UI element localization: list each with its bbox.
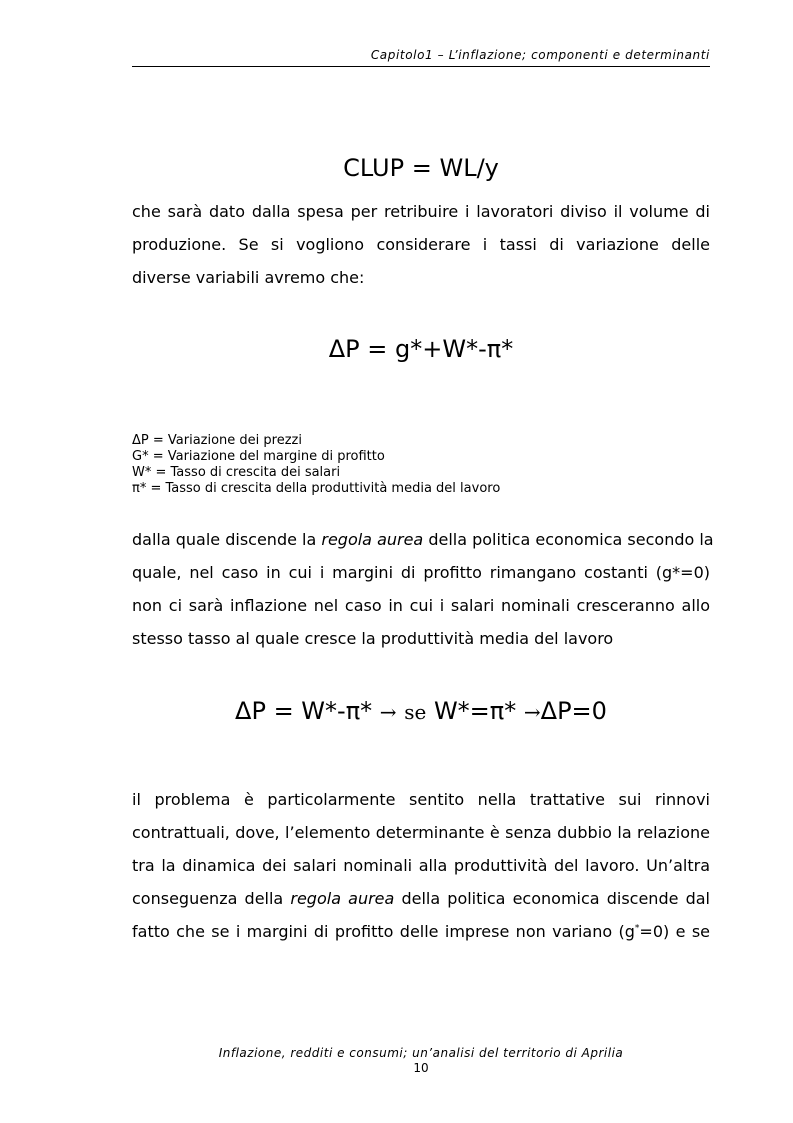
regola-aurea-emphasis: regola aurea	[321, 530, 424, 549]
paragraph-3	[132, 783, 710, 948]
rule-mid: W*=π*	[433, 697, 517, 725]
paragraph-3-line-4-b: della politica economica discende dal	[394, 889, 710, 908]
running-header: Capitolo1 – L’inflazione; componenti e determinanti	[370, 48, 710, 62]
paragraph-3-line-2: contrattuali, dove, l’elemento determinante è senza dubbio la relazione	[132, 823, 710, 842]
formula-delta-p: ΔP = g*+W*-π*	[328, 335, 514, 363]
paragraph-2-line-4: stesso tasso al quale cresce la produttività media del lavoro	[132, 629, 614, 648]
legend-item-g: G* = Variazione del margine di profitto	[132, 449, 385, 464]
paragraph-1-line-2: produzione. Se si vogliono considerare i tassi di variazione delle	[132, 235, 710, 254]
paragraph-3-line-5-a: fatto che se i margini di profitto delle imprese non variano (g	[132, 922, 635, 941]
rule-left: ΔP = W*-π*	[235, 697, 373, 725]
regola-aurea-emphasis: regola aurea	[290, 889, 395, 908]
paragraph-3-line-3: tra la dinamica dei salari nominali alla produttività del lavoro. Un’altra	[132, 856, 710, 875]
paragraph-1-line-1: che sarà dato dalla spesa per retribuire i lavoratori diviso il volume di	[132, 202, 710, 221]
paragraph-3-line-1: il problema è particolarmente sentito nella trattative sui rinnovi	[132, 790, 710, 809]
paragraph-2-line-3: non ci sarà inflazione nel caso in cui i salari nominali cresceranno allo	[132, 596, 710, 615]
variable-legend	[132, 433, 500, 497]
formula-clup: CLUP = WL/y	[343, 154, 499, 182]
legend-item-pi: π* = Tasso di crescita della produttività media del lavoro	[132, 481, 501, 496]
paragraph-2-line-2: quale, nel caso in cui i margini di profitto rimangano costanti (g*=0)	[132, 563, 710, 582]
arrow-right-icon: →	[523, 700, 541, 724]
page-number: 10	[413, 1061, 429, 1075]
paragraph-2-line-1-b: della politica economica secondo la	[423, 530, 714, 549]
paragraph-2-line-1-a: dalla quale discende la	[132, 530, 322, 549]
legend-item-w: W* = Tasso di crescita dei salari	[132, 465, 341, 480]
paragraph-1	[132, 195, 710, 294]
header-rule	[132, 66, 710, 67]
paragraph-3-line-5	[132, 915, 710, 948]
paragraph-1-line-3: diverse variabili avremo che:	[132, 268, 365, 287]
running-footer: Inflazione, redditi e consumi; un’analisi del territorio di Aprilia	[218, 1046, 624, 1060]
rule-right: ΔP=0	[540, 697, 607, 725]
paragraph-2	[132, 523, 714, 655]
paragraph-2-line-1	[132, 523, 714, 556]
paragraph-3-line-5-b: =0) e se	[639, 922, 711, 941]
superscript-star: *	[634, 923, 640, 934]
formula-golden-rule	[132, 696, 710, 727]
arrow-right-icon: →	[379, 700, 397, 724]
paragraph-3-line-4	[132, 882, 710, 915]
legend-item-delta-p: ΔP = Variazione dei prezzi	[132, 433, 302, 448]
paragraph-3-line-4-a: conseguenza della	[132, 889, 291, 908]
rule-se: se	[404, 700, 427, 724]
